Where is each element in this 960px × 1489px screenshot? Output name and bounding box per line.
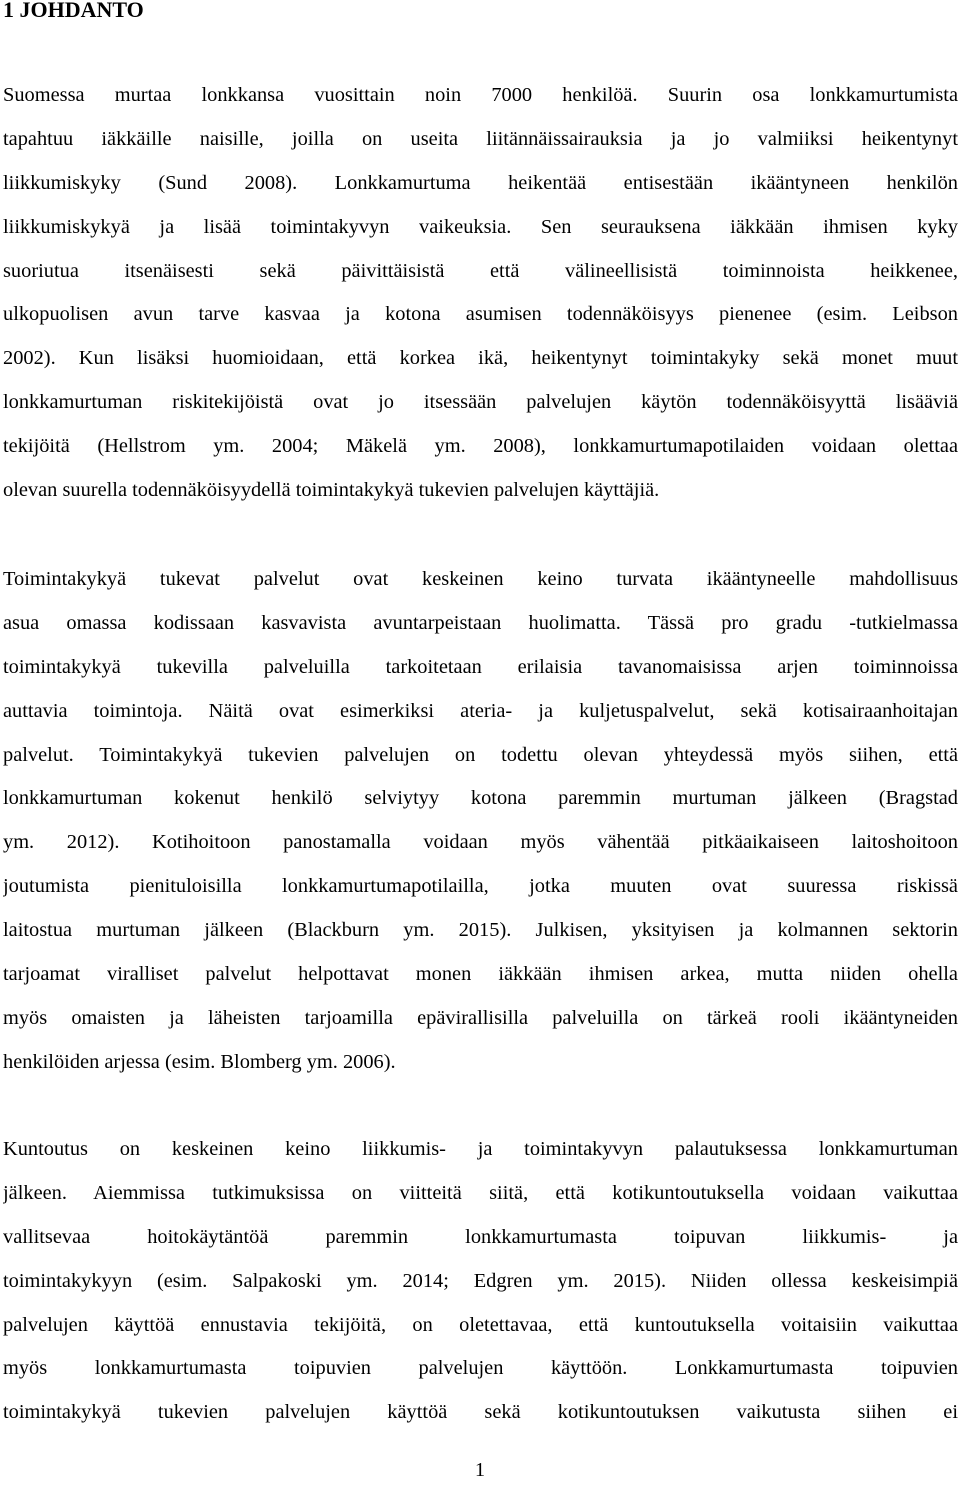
text-line: palvelujen käyttöä ennustavia tekijöitä, on oletettavaa, että kuntoutuksella voitaisiin vaikuttaa bbox=[3, 1313, 958, 1336]
text-line: Toimintakykyä tukevat palvelut ovat keskeinen keino turvata ikääntyneelle mahdollisuus bbox=[3, 568, 958, 590]
text-line: tarjoamat viralliset palvelut helpottavat monen iäkkään ihmisen arkea, mutta niiden ohella bbox=[3, 963, 958, 986]
text-line: myös lonkkamurtumasta toipuvien palvelujen käyttöön. Lonkkamurtumasta toipuvien bbox=[3, 1357, 958, 1380]
text-line: laitostua murtuman jälkeen (Blackburn ym. 2015). Julkisen, yksityisen ja kolmannen sektorin bbox=[3, 919, 958, 942]
text-line: suoriutua itsenäisesti sekä päivittäisistä että välineellisistä toiminnoista heikkenee, bbox=[3, 259, 958, 282]
paragraph-1 bbox=[3, 74, 958, 513]
text-line: liikkumiskykyä ja lisää toimintakyvyn vaikeuksia. Sen seurauksena iäkkään ihmisen kyky bbox=[3, 215, 958, 238]
text-line: liikkumiskyky (Sund 2008). Lonkkamurtuma heikentää entisestään ikääntyneen henkilön bbox=[3, 171, 958, 194]
text-line: henkilöiden arjessa (esim. Blomberg ym. 2006). bbox=[3, 1050, 396, 1073]
text-line: 2002). Kun lisäksi huomioidaan, että korkea ikä, heikentynyt toimintakyky sekä monet muut bbox=[3, 347, 958, 370]
page-number: 1 bbox=[474, 1459, 486, 1481]
text-line: jälkeen. Aiemmissa tutkimuksissa on viitteitä siitä, että kotikuntoutuksella voidaan vaikuttaa bbox=[3, 1181, 958, 1204]
text-line: lonkkamurtuman kokenut henkilö selviytyy kotona paremmin murtuman jälkeen (Bragstad bbox=[3, 787, 958, 810]
text-line: joutumista pienituloisilla lonkkamurtumapotilailla, jotka muuten ovat suuressa riskissä bbox=[3, 875, 958, 898]
text-line: auttavia toimintoja. Näitä ovat esimerkiksi ateria- ja kuljetuspalvelut, sekä kotisairaanhoitajan bbox=[3, 699, 958, 722]
text-line: Suomessa murtaa lonkkansa vuosittain noin 7000 henkilöä. Suurin osa lonkkamurtumista bbox=[3, 84, 958, 106]
text-line: tekijöitä (Hellstrom ym. 2004; Mäkelä ym. 2008), lonkkamurtumapotilaiden voidaan olettaa bbox=[3, 435, 958, 458]
text-line: ym. 2012). Kotihoitoon panostamalla voidaan myös vähentää pitkäaikaiseen laitoshoitoon bbox=[3, 831, 958, 854]
text-line: vallitsevaa hoitokäytäntöä paremmin lonkkamurtumasta toipuvan liikkumis- ja bbox=[3, 1225, 958, 1248]
text-line: toimintakykyä tukevilla palveluilla tarkoitetaan erilaisia tavanomaisissa arjen toiminnoissa bbox=[3, 655, 958, 678]
text-line: tapahtuu iäkkäille naisille, joilla on useita liitännäissairauksia ja jo valmiiksi heikentynyt bbox=[3, 127, 958, 150]
text-line: palvelut. Toimintakykyä tukevien palvelujen on todettu olevan yhteydessä myös siihen, että bbox=[3, 743, 958, 766]
paragraph-3 bbox=[3, 1128, 958, 1435]
text-line: Kuntoutus on keskeinen keino liikkumis- ja toimintakyvyn palautuksessa lonkkamurtuman bbox=[3, 1138, 958, 1160]
text-line: lonkkamurtuman riskitekijöistä ovat jo itsessään palvelujen käytön todennäköisyyttä lisääviä bbox=[3, 391, 958, 414]
text-line: ulkopuolisen avun tarve kasvaa ja kotona asumisen todennäköisyys pienenee (esim. Leibson bbox=[3, 303, 958, 326]
text-line: myös omaisten ja läheisten tarjoamilla epävirallisilla palveluilla on tärkeä rooli ikääntyneiden bbox=[3, 1006, 958, 1029]
text-line: toimintakykyyn (esim. Salpakoski ym. 2014; Edgren ym. 2015). Niiden ollessa keskeisimpiä bbox=[3, 1269, 958, 1292]
text-line: toimintakykyä tukevien palvelujen käyttöä sekä kotikuntoutuksen vaikutusta siihen ei bbox=[3, 1401, 958, 1424]
paragraph-2 bbox=[3, 558, 958, 1085]
chapter-heading: 1 JOHDANTO bbox=[3, 0, 144, 22]
text-line: olevan suurella todennäköisyydellä toimintakykyä tukevien palvelujen käyttäjiä. bbox=[3, 479, 660, 502]
text-line: asua omassa kodissaan kasvavista avuntarpeistaan huolimatta. Tässä pro gradu -tutkielmassa bbox=[3, 611, 958, 634]
